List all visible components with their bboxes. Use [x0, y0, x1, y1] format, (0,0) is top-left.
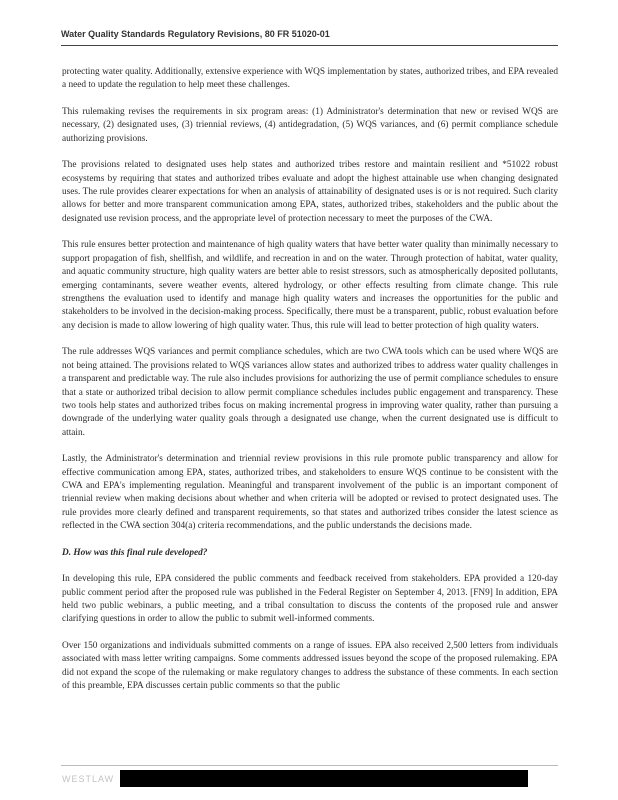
- document-body: [62, 66, 558, 694]
- paragraph: Lastly, the Administrator's determination and triennial review provisions in this rule promote public transparency and allow for effective communication among EPA, states, authorized tribes, and stakeholders to ensure WQS continue to be consistent with the CWA and EPA's implementing regulation. Meaningful and transparent involvement of the public is an important component of triennial review when making decisions about whether and when criteria will be adopted or revised to protect designated uses. The rule provides more clearly defined and transparent requirements, so that states and authorized tribes consider the latest science as reflected in the CWA section 304(a) criteria recommendations, and the public understands the decisions made.: [62, 454, 558, 532]
- footer-brand: WESTLAW: [62, 774, 115, 784]
- footer-divider: [61, 765, 558, 766]
- header-divider: [61, 45, 558, 46]
- paragraph: protecting water quality. Additionally, extensive experience with WQS implementation by states, authorized tribes, and EPA revealed a need to update the regulation to help meet these challenges.: [62, 67, 558, 91]
- paragraph: Over 150 organizations and individuals submitted comments on a range of issues. EPA also received 2,500 letters from individuals associated with mass letter writing campaigns. Some comments addressed issues beyond the scope of the proposed rulemaking. EPA did not expand the scope of the rulemaking or make regulatory changes to address the substance of these comments. In each section of this preamble, EPA discusses certain public comments so that the public: [62, 640, 558, 692]
- section-heading: D. How was this final rule developed?: [62, 547, 208, 558]
- paragraph: The provisions related to designated uses help states and authorized tribes restore and maintain resilient and *51022 robust ecosystems by requiring that states and authorized tribes evaluate and adopt the highest attainable use when changing designated uses. The rule provides clearer expectations for when an analysis of attainability of designated uses is or is not required. Such clarity allows for better and more transparent communication among EPA, states, authorized tribes, stakeholders and the public about the designated use revision process, and the appropriate level of protection necessary to meet the purposes of the CWA.: [62, 160, 558, 224]
- paragraph: In developing this rule, EPA considered the public comments and feedback received from stakeholders. EPA provided a 120-day public comment period after the proposed rule was published in the Federal Register on September 4, 2013. [FN9] In addition, EPA held two public webinars, a public meeting, and a tribal consultation to discuss the contents of the proposed rule and answer clarifying questions in order to allow the public to submit well-informed comments.: [62, 574, 558, 625]
- footer-redaction-bar: [120, 770, 528, 787]
- paragraph: This rule ensures better protection and maintenance of high quality waters that have better water quality than minimally necessary to support propagation of fish, shellfish, and wildlife, and recreation in and on the water. Through protection of habitat, water quality, and aquatic community structure, high quality waters are better able to resist stressors, such as atmospherically deposited pollutants, emerging contaminants, severe weather events, altered hydrology, or other effects resulting from climate change. This rule strengthens the evaluation used to identify and manage high quality waters and increases the opportunities for the public and stakeholders to be involved in the decision-making process. Specifically, there must be a transparent, public, robust evaluation before any decision is made to allow lowering of high quality water. Thus, this rule will lead to better protection of high quality waters.: [62, 240, 558, 331]
- running-header: Water Quality Standards Regulatory Revisions, 80 FR 51020-01: [61, 29, 330, 39]
- paragraph: This rulemaking revises the requirements in six program areas: (1) Administrator's determination that new or revised WQS are necessary, (2) designated uses, (3) triennial reviews, (4) antidegradation, (5) WQS variances, and (6) permit compliance schedule authorizing provisions.: [62, 106, 558, 144]
- paragraph: The rule addresses WQS variances and permit compliance schedules, which are two CWA tools which can be used where WQS are not being attained. The provisions related to WQS variances allow states and authorized tribes to address water quality challenges in a transparent and predictable way. The rule also includes provisions for authorizing the use of permit compliance schedules to ensure that a state or authorized tribal decision to allow permit compliance schedules includes public engagement and transparency. These two tools help states and authorized tribes focus on making incremental progress in improving water quality, rather than pursuing a downgrade of the underlying water quality goals through a designated use change, when the current designated use is difficult to attain.: [62, 347, 558, 438]
